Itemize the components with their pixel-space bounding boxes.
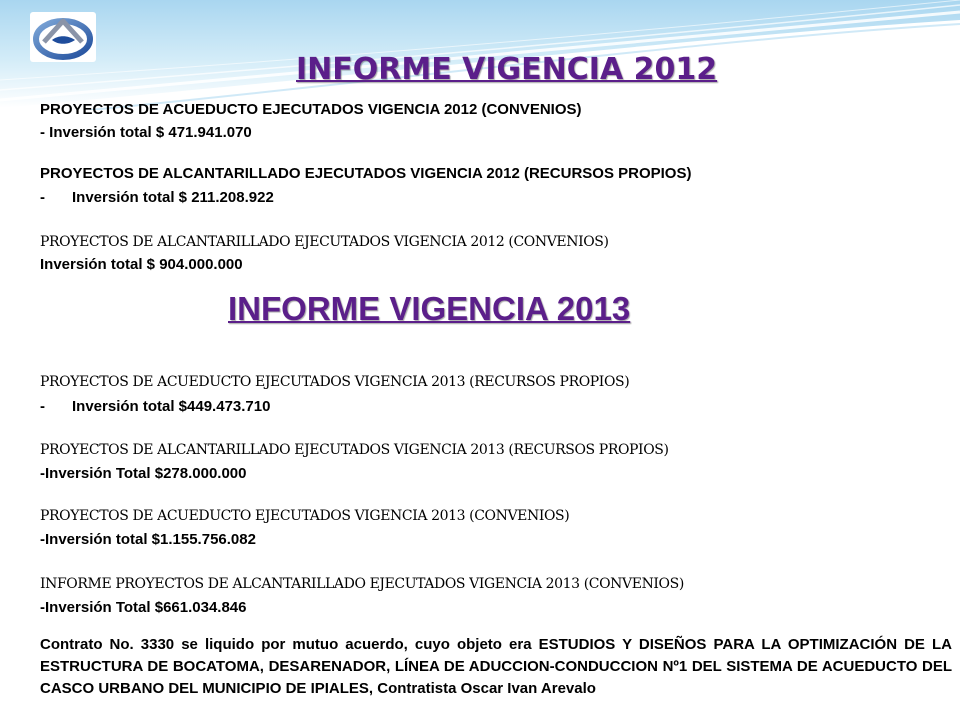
company-logo	[30, 12, 96, 62]
company-logo-icon	[30, 12, 96, 62]
total-alcantarillado-2013-propios: -Inversión Total $278.000.000	[40, 465, 247, 482]
total-acueducto-2013-propios: - Inversión total $449.473.710	[40, 398, 270, 415]
total-acueducto-2012-convenios: - Inversión total $ 471.941.070	[40, 124, 252, 141]
heading-acueducto-2013-propios: PROYECTOS DE ACUEDUCTO EJECUTADOS VIGENCIA 2013 (RECURSOS PROPIOS)	[40, 374, 630, 390]
heading-alcantarillado-2013-propios: PROYECTOS DE ALCANTARILLADO EJECUTADOS VIGENCIA 2013 (RECURSOS PROPIOS)	[40, 442, 669, 458]
total-acueducto-2013-convenios: -Inversión total $1.155.756.082	[40, 531, 256, 548]
total-alcantarillado-2012-convenios: Inversión total $ 904.000.000	[40, 256, 243, 273]
title-informe-2013: INFORME VIGENCIA 2013	[228, 290, 631, 327]
total-alcantarillado-2013-convenios: -Inversión Total $661.034.846	[40, 599, 247, 616]
contract-paragraph: Contrato No. 3330 se liquido por mutuo acuerdo, cuyo objeto era ESTUDIOS Y DISEÑOS PARA LA OPTIMIZACIÓN DE LA ESTRUCTURA DE BOCATOMA, DESARENADOR, LÍNEA DE ADUCCION-CONDUCCION Nº1 DEL SISTEMA DE ACUEDUCTO DEL CASCO URBANO DEL MUNICIPIO DE IPIALES, Contratista Oscar Ivan Arevalo	[40, 636, 952, 697]
heading-alcantarillado-2013-convenios: INFORME PROYECTOS DE ALCANTARILLADO EJECUTADOS VIGENCIA 2013 (CONVENIOS)	[40, 576, 684, 592]
heading-acueducto-2012-convenios: PROYECTOS DE ACUEDUCTO EJECUTADOS VIGENCIA 2012 (CONVENIOS)	[40, 101, 582, 118]
heading-alcantarillado-2012-convenios: PROYECTOS DE ALCANTARILLADO EJECUTADOS VIGENCIA 2012 (CONVENIOS)	[40, 234, 609, 250]
heading-acueducto-2013-convenios: PROYECTOS DE ACUEDUCTO EJECUTADOS VIGENCIA 2013 (CONVENIOS)	[40, 508, 570, 524]
total-alcantarillado-2012-propios: - Inversión total $ 211.208.922	[40, 189, 274, 206]
heading-alcantarillado-2012-propios: PROYECTOS DE ALCANTARILLADO EJECUTADOS VIGENCIA 2012 (RECURSOS PROPIOS)	[40, 165, 692, 182]
title-informe-2012: INFORME VIGENCIA 2012	[296, 52, 718, 87]
